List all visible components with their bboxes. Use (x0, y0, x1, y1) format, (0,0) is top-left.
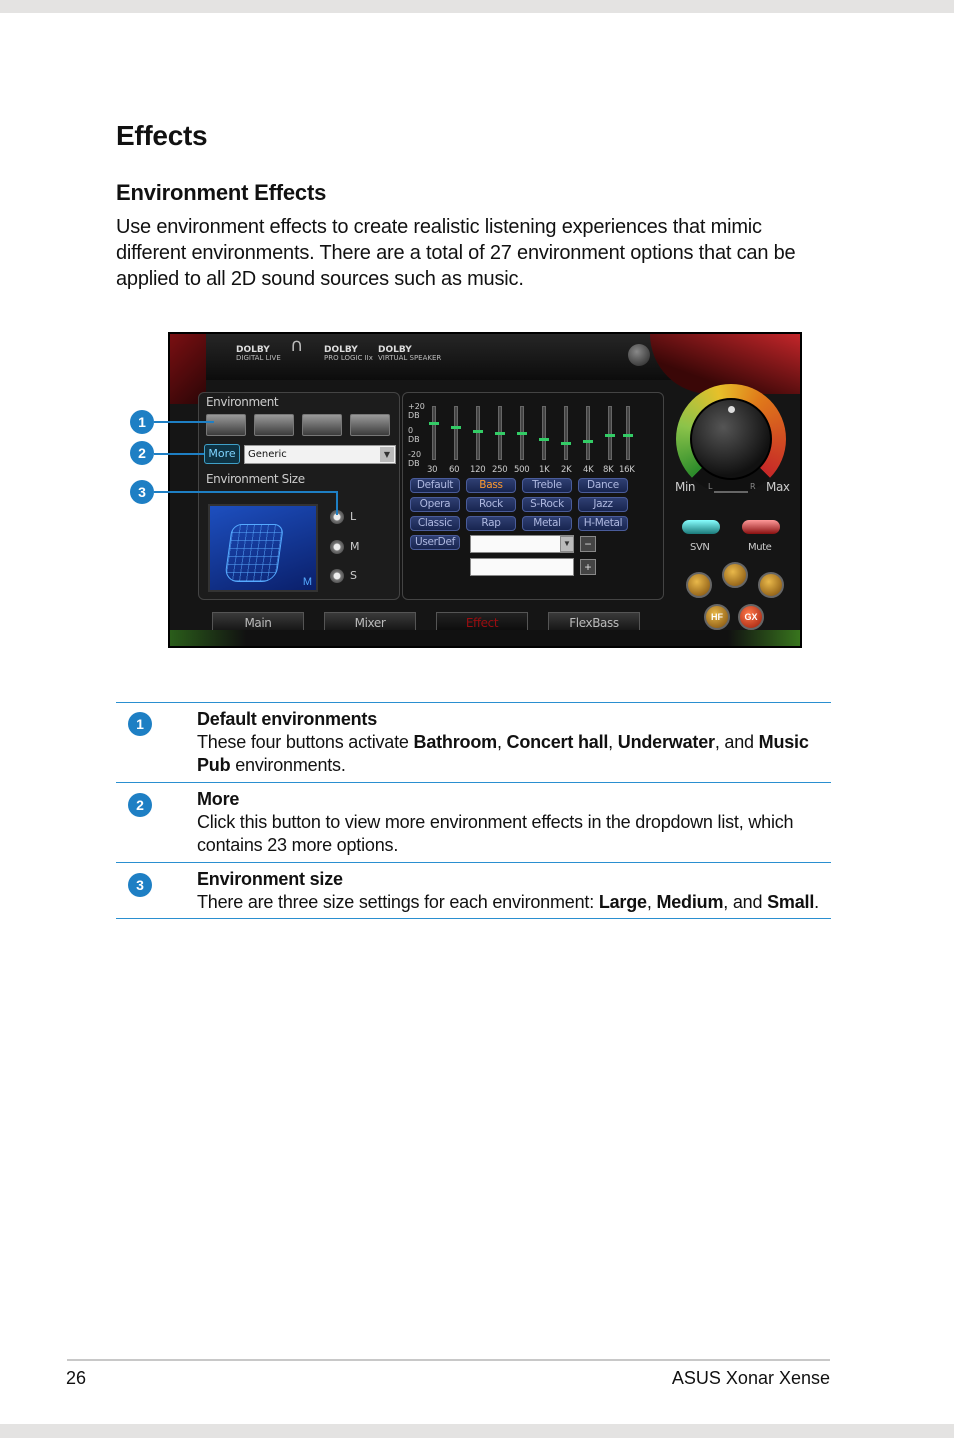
eq-slider-60[interactable] (454, 406, 458, 460)
eq-freq-label: 250 (492, 465, 508, 475)
preset-hmetal-button[interactable]: H-Metal (578, 516, 628, 531)
item-title: More (197, 789, 240, 809)
size-indicator: M (302, 576, 312, 588)
size-small-radio[interactable] (330, 569, 344, 583)
list-item (197, 868, 822, 914)
top-band (0, 0, 954, 13)
svn-label: SVN (690, 542, 710, 553)
tab-main[interactable]: Main (212, 612, 304, 634)
eq-knob[interactable] (539, 438, 549, 441)
table-rule (116, 918, 831, 919)
preset-treble-button[interactable]: Treble (522, 478, 572, 493)
menu-icon[interactable] (628, 344, 650, 366)
preset-classic-button[interactable]: Classic (410, 516, 460, 531)
eq-slider-120[interactable] (476, 406, 480, 460)
eq-freq-label: 120 (470, 465, 486, 475)
dolby-virtual-speaker-logo: DOLBY VIRTUAL SPEAKER (378, 345, 442, 362)
game-mode-icon[interactable] (758, 572, 784, 598)
mute-button[interactable] (742, 520, 780, 534)
tab-effect[interactable]: Effect (436, 612, 528, 634)
headphone-icon: ∩ (290, 335, 304, 356)
room-mesh-icon (224, 524, 284, 582)
callout-2-line (154, 453, 204, 455)
size-large-label: L (350, 510, 357, 523)
eq-freq-label: 30 (427, 465, 438, 475)
eq-knob[interactable] (451, 426, 461, 429)
balance-slider[interactable] (714, 491, 748, 493)
callout-1-line (154, 421, 214, 423)
page-number: 26 (66, 1368, 87, 1388)
callout-3-line-down (336, 491, 338, 515)
balance-right-label: R (750, 482, 756, 491)
gx-button[interactable]: GX (738, 604, 764, 630)
eq-freq-label: 60 (449, 465, 460, 475)
list-item (197, 788, 822, 857)
section-title: Environment Effects (116, 180, 327, 205)
preset-rock-button[interactable]: Rock (466, 497, 516, 512)
table-rule (116, 862, 831, 863)
music-pub-button[interactable] (350, 414, 390, 436)
eq-db-bottom: -20 DB (408, 450, 422, 468)
eq-slider-4k[interactable] (586, 406, 590, 460)
volume-min-label: Min (675, 480, 696, 494)
preset-jazz-button[interactable]: Jazz (578, 497, 628, 512)
eq-knob[interactable] (517, 432, 527, 435)
eq-slider-1k[interactable] (542, 406, 546, 460)
chevron-down-icon[interactable]: ▼ (560, 536, 574, 552)
speaker-mode-icon[interactable] (686, 572, 712, 598)
preset-opera-button[interactable]: Opera (410, 497, 460, 512)
preset-rap-button[interactable]: Rap (466, 516, 516, 531)
volume-max-label: Max (766, 480, 790, 494)
volume-indicator (728, 406, 735, 413)
environment-select-value: Generic (248, 449, 287, 460)
underwater-button[interactable] (302, 414, 342, 436)
eq-freq-label: 500 (514, 465, 530, 475)
eq-freq-label: 2K (561, 465, 572, 475)
eq-knob[interactable] (623, 434, 633, 437)
item-description: These four buttons activate Bathroom, Concert hall, Underwater, and Music Pub environments. (197, 732, 809, 775)
eq-knob[interactable] (473, 430, 483, 433)
product-name: ASUS Xonar Xense (671, 1368, 830, 1388)
callout-3: 3 (130, 480, 154, 504)
eq-knob[interactable] (605, 434, 615, 437)
preset-dance-button[interactable]: Dance (578, 478, 628, 493)
hf-button[interactable]: HF (704, 604, 730, 630)
hall-mode-icon[interactable] (722, 562, 748, 588)
remove-preset-button[interactable]: − (580, 536, 596, 552)
tab-mixer[interactable]: Mixer (324, 612, 416, 634)
callout-2: 2 (130, 441, 154, 465)
eq-db-top: +20 DB (408, 402, 425, 420)
preset-userdef-button[interactable]: UserDef (410, 535, 460, 550)
chevron-down-icon[interactable]: ▼ (380, 447, 394, 462)
eq-db-mid: 0 DB (408, 426, 420, 444)
callout-3-line (154, 491, 338, 493)
item-number: 1 (128, 712, 152, 736)
size-medium-label: M (350, 540, 360, 553)
page-title: Effects (116, 120, 208, 151)
preset-bass-button[interactable]: Bass (466, 478, 516, 493)
dolby-digital-live-logo: DOLBY DIGITAL LIVE (236, 345, 281, 362)
eq-knob[interactable] (429, 422, 439, 425)
intro-paragraph: Use environment effects to create realistic listening experiences that mimic different environments. There are a total of 27 environment options that can be applied to all 2D sound sources such as music. (116, 216, 796, 290)
eq-knob[interactable] (583, 440, 593, 443)
userdef-select[interactable] (470, 535, 574, 553)
item-title: Default environments (197, 709, 378, 729)
more-button[interactable]: More (204, 444, 240, 464)
eq-freq-label: 1K (539, 465, 550, 475)
balance-left-label: L (708, 482, 713, 491)
bathroom-button[interactable] (206, 414, 246, 436)
audio-center-screenshot (168, 332, 802, 648)
eq-knob[interactable] (495, 432, 505, 435)
eq-freq-label: 8K (603, 465, 614, 475)
environment-label: Environment (206, 395, 279, 409)
eq-freq-label: 16K (619, 465, 635, 475)
eq-slider-16k[interactable] (626, 406, 630, 460)
table-rule (116, 782, 831, 783)
panel-footer (170, 630, 802, 646)
eq-slider-2k[interactable] (564, 406, 568, 460)
list-item (197, 708, 822, 777)
footer-rule (67, 1359, 830, 1361)
preset-name-input[interactable] (470, 558, 574, 576)
size-small-label: S (350, 569, 357, 582)
mute-label: Mute (748, 542, 772, 553)
item-description: There are three size settings for each environment: Large, Medium, and Small. (197, 892, 819, 912)
eq-slider-30[interactable] (432, 406, 436, 460)
add-preset-button[interactable]: + (580, 559, 596, 575)
item-description: Click this button to view more environment effects in the dropdown list, which contains 23 more options. (197, 812, 794, 855)
callout-1: 1 (130, 410, 154, 434)
item-title: Environment size (197, 869, 343, 889)
eq-knob[interactable] (561, 442, 571, 445)
item-number: 3 (128, 873, 152, 897)
dolby-prologic-logo: DOLBY PRO LOGIC IIx (324, 345, 373, 362)
preset-srock-button[interactable]: S-Rock (522, 497, 572, 512)
table-rule (116, 702, 831, 703)
preset-metal-button[interactable]: Metal (522, 516, 572, 531)
environment-select[interactable] (244, 445, 396, 464)
concert-hall-button[interactable] (254, 414, 294, 436)
eq-slider-8k[interactable] (608, 406, 612, 460)
environment-size-preview (208, 504, 318, 592)
item-number: 2 (128, 793, 152, 817)
tab-flexbass[interactable]: FlexBass (548, 612, 640, 634)
bottom-band (0, 1424, 954, 1438)
svn-button[interactable] (682, 520, 720, 534)
environment-size-label: Environment Size (206, 472, 305, 486)
preset-default-button[interactable]: Default (410, 478, 460, 493)
eq-freq-label: 4K (583, 465, 594, 475)
size-medium-radio[interactable] (330, 540, 344, 554)
